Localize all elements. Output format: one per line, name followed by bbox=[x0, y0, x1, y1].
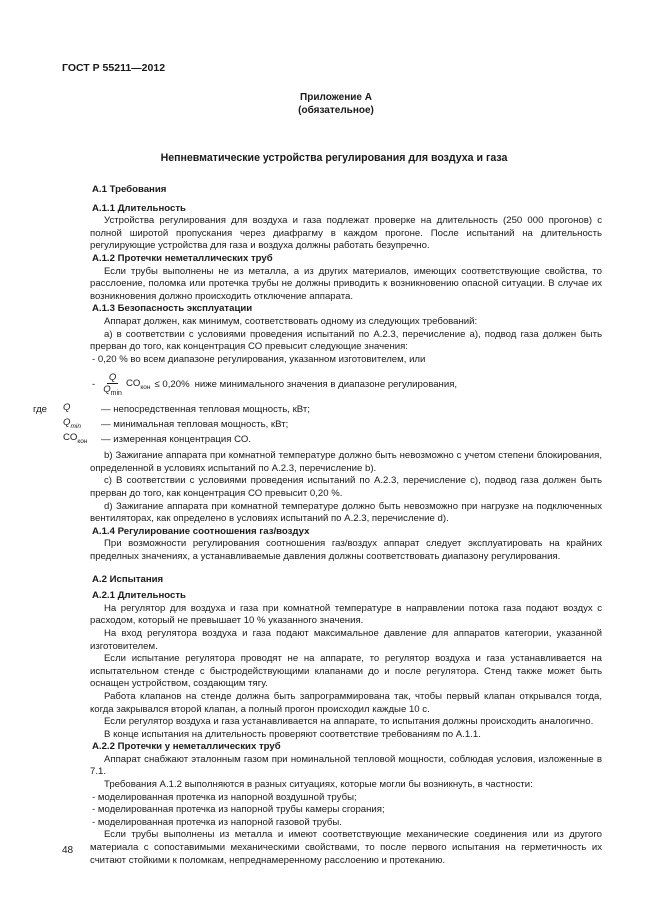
formula-dash: - bbox=[92, 379, 96, 391]
section-a21-heading: А.2.1 Длительность bbox=[92, 590, 186, 602]
where-symbol bbox=[63, 432, 101, 449]
list-item: - 0,20 % во всем диапазоне регулирования, указанном изготовителем, или bbox=[92, 353, 426, 365]
section-a2-heading: А.2 Испытания bbox=[92, 573, 164, 585]
page-number: 48 bbox=[62, 845, 74, 856]
formula-co-subscript: кон bbox=[140, 383, 151, 391]
where-label: где bbox=[33, 404, 48, 416]
paragraph: Если испытание регулятора проводят не на аппарате, то регулятор воздуха и газа устанавливается на испытательном стенде с быстродействующими клапанами до и после регулятора. Стенд также может быть оснащен устройством, создающим тягу. bbox=[90, 653, 602, 690]
paragraph: Если регулятор воздуха и газа устанавливается на аппарате, то испытания должны происходить аналогично. bbox=[104, 716, 594, 728]
paragraph: В конце испытания на длительность проверяют соответствие требованиям по А.1.1. bbox=[104, 728, 481, 740]
where-symbol-sub: кон bbox=[77, 438, 88, 446]
formula-den-symbol: Q bbox=[103, 384, 111, 396]
document-code: ГОСТ Р 55211—2012 bbox=[62, 62, 166, 74]
section-a11-heading: А.1.1 Длительность bbox=[92, 202, 186, 214]
formula-relation: ≤ 0,20% bbox=[154, 379, 190, 391]
where-block bbox=[33, 402, 602, 448]
section-a1-heading: А.1 Требования bbox=[92, 184, 167, 195]
where-row bbox=[33, 402, 602, 418]
annex-status: (обязательное) bbox=[298, 105, 374, 116]
paragraph: При возможности регулирования соотношения газ/воздух аппарат следует эксплуатировать на крайних пределных значениях, а устанавливаемые давления должны соответствовать диапазону регулирования. bbox=[90, 538, 602, 562]
paragraph: На регулятор для воздуха и газа при комнатной температуре в направлении потока газа подают воздух с расходом, который не превышает 10 % указанного значения. bbox=[90, 602, 602, 627]
section-a14-heading: А.1.4 Регулирование соотношения газ/воздух bbox=[92, 525, 310, 537]
list-item: - моделированная протечка из напорной газовой трубы. bbox=[92, 816, 342, 828]
formula-co-symbol: CO bbox=[125, 377, 141, 389]
where-description: — непосредственная тепловая мощность, кВт; bbox=[101, 404, 310, 416]
paragraph: c) В соответствии с условиями проведения испытаний по А.2.3, перечисление с), подвод газа должен быть прерван до того, как концентрация СО превысит 0,20 %. bbox=[90, 475, 602, 499]
paragraph: Устройства регулирования для воздуха и газа подлежат проверке на длительность (250 000 прогонов) с полной широтой пропускания через диафрагму в каждом прогоне. После испытаний на длительность регулирующие устройства для газа и воздуха должны работать безупречно. bbox=[90, 215, 602, 252]
formula-tail: ниже минимального значения в диапазоне регулирования, bbox=[194, 379, 458, 391]
where-row bbox=[63, 432, 602, 448]
formula-co bbox=[126, 378, 151, 395]
where-row bbox=[63, 417, 602, 433]
where-symbol-text: Q bbox=[63, 402, 71, 414]
annex-heading bbox=[0, 91, 646, 117]
where-symbol-sub: min bbox=[70, 423, 81, 431]
paragraph: Аппарат должен, как минимум, соответствовать одному из следующих требований: bbox=[104, 315, 478, 327]
annex-title: Приложение А bbox=[300, 92, 372, 103]
section-a13-heading: А.1.3 Безопасность эксплуатации bbox=[92, 303, 253, 315]
formula-den-subscript: min bbox=[110, 390, 122, 398]
paragraph: На вход регулятора воздуха и газа подают максимальное давление для аппаратов категории, указанной изготовителем. bbox=[90, 627, 602, 652]
paragraph: Требования А.1.2 выполняются в разных ситуациях, которые могли бы возникнуть, в частности: bbox=[104, 779, 533, 791]
where-description: — минимальная тепловая мощность, кВт; bbox=[101, 419, 289, 431]
paragraph: Работа клапанов на стенде должна быть запрограммирована так, чтобы первый клапан открывался тогда, когда закрывался второй клапан, а полный прогон происходил каждые 10 с. bbox=[90, 690, 602, 715]
paragraph: Если трубы выполнены из металла и имеют соответствующие механические соединения или из другого материала с сопоставимыми механическими свойствами, то после первого испытания на герметичность их считают стойкими к поломкам, непреднамеренному расслоению и протеканию. bbox=[90, 829, 602, 866]
where-symbol-text: CO bbox=[63, 432, 78, 444]
section-a22-heading: А.2.2 Протечки у неметаллических труб bbox=[92, 741, 281, 753]
where-description: — измеренная концентрация СО. bbox=[101, 434, 251, 446]
formula-denominator bbox=[101, 384, 124, 399]
section-a12-heading: А.1.2 Протечки неметаллических труб bbox=[92, 252, 273, 264]
paragraph: b) Зажигание аппарата при комнатной температуре должно быть невозможно с учетом степени блокирования, определенной в условиях испытаний по А.2.3, перечисление b). bbox=[90, 450, 602, 474]
where-symbol-text: Q bbox=[63, 417, 71, 429]
paragraph: а) в соответствии с условиями проведения испытаний по А.2.3, перечисление а), подвод газа должен быть прерван до того, как концентрация СО превысит следующие значения: bbox=[90, 328, 602, 353]
paragraph: d) Зажигание аппарата при комнатной температуре должно быть невозможно при нагрузке на подключенных вентиляторах, как определено в условиях испытаний по А.2.3, перечисление d). bbox=[90, 500, 602, 525]
annex-main-title: Непневматические устройства регулирования для воздуха и газа bbox=[160, 152, 508, 164]
paragraph: Если трубы выполнены не из металла, а из других материалов, имеющих соответствующие свойства, то расслоение, поломка или протечка трубы не должны приводить к возникновению опасной ситуации. В случае их возникновения должно происходить отключение аппарата. bbox=[90, 265, 602, 302]
paragraph: Аппарат снабжают эталонным газом при номинальной тепловой мощности, соблюдая условия, изложенные в 7.1. bbox=[90, 753, 602, 778]
co-formula bbox=[90, 372, 602, 399]
list-item: - моделированная протечка из напорной трубы камеры сгорания; bbox=[92, 804, 385, 816]
list-item: - моделированная протечка из напорной воздушной трубы; bbox=[92, 791, 357, 803]
formula-numerator: Q bbox=[108, 372, 117, 384]
formula-fraction bbox=[101, 372, 124, 399]
